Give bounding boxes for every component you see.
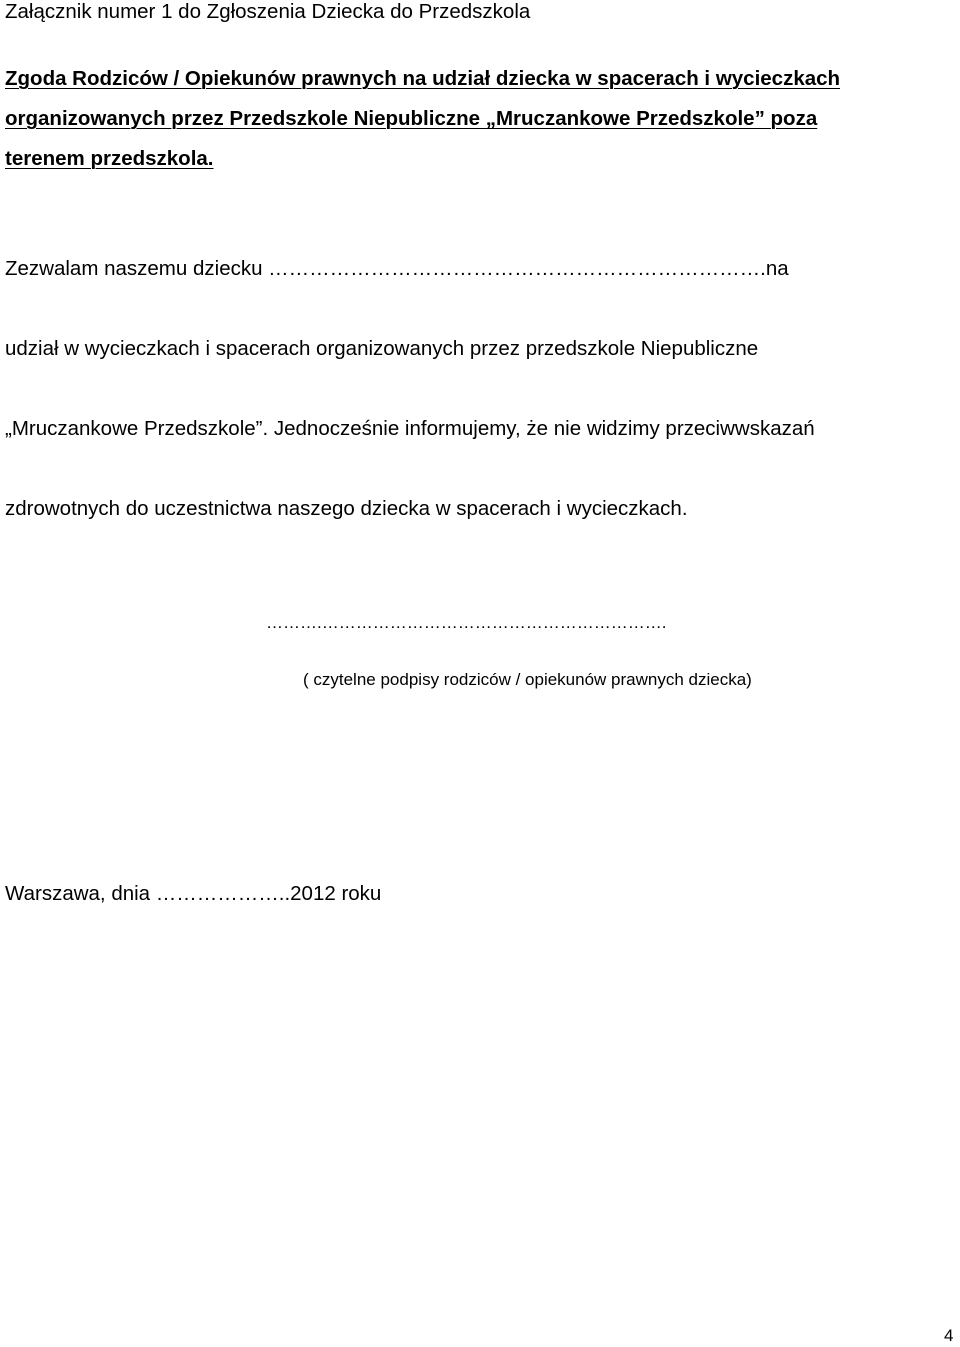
signature-line: ……….……………………………………………………. (266, 613, 667, 632)
place-date-line: Warszawa, dnia ………………..2012 roku (5, 882, 382, 905)
title-line-3: terenem przedszkola. (5, 147, 214, 170)
consent-text-line-4: zdrowotnych do uczestnictwa naszego dziecka w spacerach i wycieczkach. (5, 497, 688, 520)
consent-text-line-1: Zezwalam naszemu dziecku ……………………………………………………………….na (5, 257, 789, 280)
consent-text-line-3: „Mruczankowe Przedszkole”. Jednocześnie informujemy, że nie widzimy przeciwwskazań (5, 417, 815, 440)
signature-caption: ( czytelne podpisy rodziców / opiekunów prawnych dziecka) (303, 670, 752, 689)
title-line-2: organizowanych przez Przedszkole Niepubliczne „Mruczankowe Przedszkole” poza (5, 107, 818, 130)
consent-text-line-2: udział w wycieczkach i spacerach organizowanych przez przedszkole Niepubliczne (5, 337, 759, 360)
page-number: 4 (944, 1326, 954, 1345)
title-line-1: Zgoda Rodziców / Opiekunów prawnych na udział dziecka w spacerach i wycieczkach (5, 67, 841, 90)
annex-heading: Załącznik numer 1 do Zgłoszenia Dziecka do Przedszkola (5, 0, 531, 23)
